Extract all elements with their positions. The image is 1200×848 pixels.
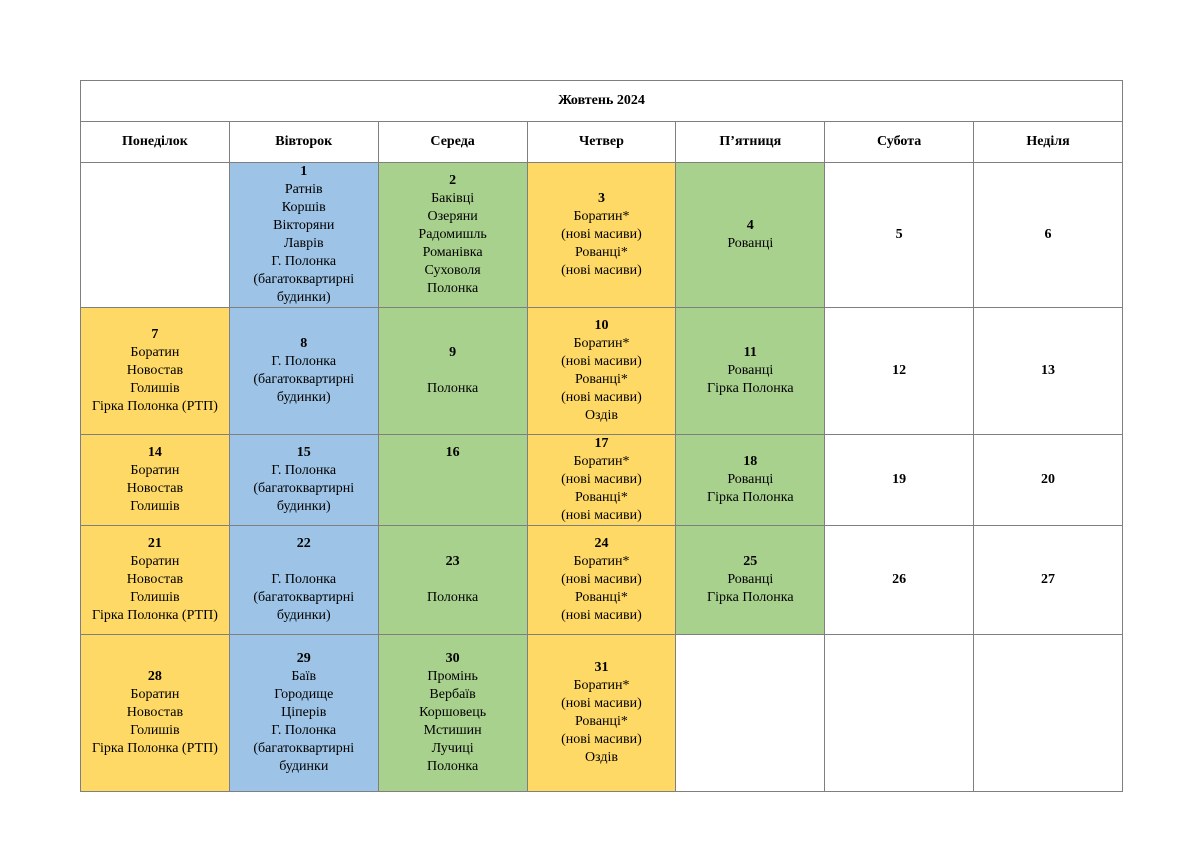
weekday-sunday: Неділя <box>974 122 1123 163</box>
village-line: (нові масиви) <box>561 696 642 711</box>
day-cell <box>527 435 676 526</box>
village-line: Баїв <box>291 669 317 684</box>
day-cell <box>378 435 527 526</box>
day-number: 26 <box>892 572 907 587</box>
village-line: Рованці <box>727 572 774 587</box>
week-row <box>81 435 1123 526</box>
day-number: 28 <box>147 669 162 684</box>
village-line: Оздів <box>584 408 618 423</box>
village-line: (нові масиви) <box>561 472 642 487</box>
day-cell <box>229 526 378 635</box>
day-number: 27 <box>1041 572 1056 587</box>
day-cell <box>81 526 230 635</box>
day-cell <box>81 308 230 435</box>
village-line <box>381 462 525 480</box>
village-line: Баківці <box>431 191 475 206</box>
day-number: 16 <box>445 445 460 460</box>
village-line: Боратин* <box>573 678 630 693</box>
village-line: Рованці <box>727 363 774 378</box>
day-number: 1 <box>300 164 308 179</box>
village-line: будинки <box>279 759 329 774</box>
village-line: Ратнів <box>284 182 323 197</box>
village-line: (багатоквартирні <box>253 741 355 756</box>
village-line: (нові масиви) <box>561 263 642 278</box>
village-line: (нові масиви) <box>561 608 642 623</box>
weekday-friday: П’ятниця <box>676 122 825 163</box>
calendar-table <box>80 80 1123 792</box>
village-line: (нові масиви) <box>561 732 642 747</box>
calendar-title: Жовтень 2024 <box>81 81 1123 122</box>
village-line: Новостав <box>126 705 184 720</box>
village-line: Г. Полонка <box>271 463 337 478</box>
weekday-tuesday: Вівторок <box>229 122 378 163</box>
week-row <box>81 308 1123 435</box>
day-cell <box>81 635 230 792</box>
day-cell <box>825 526 974 635</box>
day-cell <box>81 435 230 526</box>
day-cell <box>81 163 230 308</box>
village-line: Боратин <box>130 687 180 702</box>
day-number: 30 <box>445 651 460 666</box>
village-line: Гірка Полонка <box>707 381 794 396</box>
village-line: будинки) <box>276 290 331 305</box>
day-cell <box>527 635 676 792</box>
village-line: (нові масиви) <box>561 227 642 242</box>
week-row <box>81 163 1123 308</box>
village-line: Г. Полонка <box>271 254 337 269</box>
village-line: Г. Полонка <box>271 572 337 587</box>
village-line: Полонка <box>427 759 479 774</box>
day-cell <box>378 163 527 308</box>
day-cell <box>974 635 1123 792</box>
day-cell <box>527 526 676 635</box>
day-cell <box>229 163 378 308</box>
day-cell <box>974 526 1123 635</box>
village-line: Романівка <box>422 245 483 260</box>
day-cell <box>825 163 974 308</box>
village-line: Новостав <box>126 481 184 496</box>
village-line: Боратин* <box>573 209 630 224</box>
day-number: 13 <box>1041 363 1056 378</box>
village-line: Гірка Полонка (РТП) <box>91 608 218 623</box>
day-number: 18 <box>743 454 758 469</box>
village-line: Голишів <box>130 499 180 514</box>
village-line: Лучиці <box>431 741 474 756</box>
weekday-monday: Понеділок <box>81 122 230 163</box>
day-number: 6 <box>1044 227 1052 242</box>
day-number: 31 <box>594 660 609 675</box>
day-cell <box>527 163 676 308</box>
village-line: Мстишин <box>423 723 482 738</box>
day-cell <box>825 308 974 435</box>
village-line: Гірка Полонка (РТП) <box>91 399 218 414</box>
village-line: Гірка Полонка (РТП) <box>91 741 218 756</box>
village-line <box>381 480 525 498</box>
day-number: 2 <box>449 173 457 188</box>
day-number: 25 <box>743 554 758 569</box>
day-cell <box>825 435 974 526</box>
village-line: (нові масиви) <box>561 508 642 523</box>
village-line: Боратин <box>130 345 180 360</box>
day-number: 21 <box>147 536 162 551</box>
village-line: (багатоквартирні <box>253 481 355 496</box>
day-cell <box>527 308 676 435</box>
weekday-header-row <box>81 122 1123 163</box>
day-cell <box>676 635 825 792</box>
day-number: 5 <box>895 227 903 242</box>
village-line: будинки) <box>276 608 331 623</box>
village-line: Г. Полонка <box>271 354 337 369</box>
village-line: Полонка <box>427 281 479 296</box>
village-line: (нові масиви) <box>561 572 642 587</box>
village-line: Городище <box>274 687 334 702</box>
day-number: 24 <box>594 536 609 551</box>
village-line: Г. Полонка <box>271 723 337 738</box>
village-line: Лаврів <box>283 236 324 251</box>
village-line: Рованці* <box>574 372 628 387</box>
village-line: Полонка <box>427 381 479 396</box>
village-line: Гірка Полонка <box>707 490 794 505</box>
day-number: 10 <box>594 318 609 333</box>
village-line: Суховоля <box>424 263 481 278</box>
day-cell <box>676 435 825 526</box>
day-number: 8 <box>300 336 308 351</box>
village-line <box>381 498 525 516</box>
village-line: Полонка <box>427 590 479 605</box>
village-line: Оздів <box>584 750 618 765</box>
day-cell <box>676 526 825 635</box>
weekday-saturday: Субота <box>825 122 974 163</box>
village-line: (багатоквартирні <box>253 590 355 605</box>
week-row <box>81 526 1123 635</box>
village-line: (нові масиви) <box>561 390 642 405</box>
village-line: Рованці* <box>574 590 628 605</box>
village-line: будинки) <box>276 499 331 514</box>
village-line: Боратин* <box>573 454 630 469</box>
day-cell <box>378 526 527 635</box>
day-cell <box>229 635 378 792</box>
village-line: Озеряни <box>427 209 478 224</box>
day-number: 19 <box>892 472 907 487</box>
day-cell <box>378 635 527 792</box>
day-number: 15 <box>296 445 311 460</box>
village-line: Рованці* <box>574 245 628 260</box>
week-row <box>81 635 1123 792</box>
village-line: Боратин* <box>573 554 630 569</box>
village-line: Голишів <box>130 590 180 605</box>
day-number: 3 <box>597 191 605 206</box>
village-line: Боратин <box>130 463 180 478</box>
village-line: Боратин <box>130 554 180 569</box>
village-line: Рованці* <box>574 490 628 505</box>
day-number: 9 <box>449 345 457 360</box>
village-line: Вербаїв <box>429 687 476 702</box>
village-line: Рованці* <box>574 714 628 729</box>
village-line: (нові масиви) <box>561 354 642 369</box>
village-line: (багатоквартирні <box>253 272 355 287</box>
day-number: 22 <box>296 536 311 551</box>
village-line: Боратин* <box>573 336 630 351</box>
village-line: Коршів <box>281 200 326 215</box>
day-cell <box>229 435 378 526</box>
village-line: будинки) <box>276 390 331 405</box>
village-line: Вікторяни <box>273 218 335 233</box>
day-cell <box>676 163 825 308</box>
village-line: Новостав <box>126 363 184 378</box>
day-cell <box>974 163 1123 308</box>
weekday-thursday: Четвер <box>527 122 676 163</box>
day-number: 29 <box>296 651 311 666</box>
day-number: 17 <box>594 436 609 451</box>
day-cell <box>378 308 527 435</box>
day-cell <box>229 308 378 435</box>
day-cell <box>825 635 974 792</box>
village-line <box>232 553 376 571</box>
day-number: 7 <box>151 327 159 342</box>
village-line: Гірка Полонка <box>707 590 794 605</box>
village-line: Голишів <box>130 381 180 396</box>
village-line: Радомишль <box>418 227 487 242</box>
village-line: Коршовець <box>419 705 487 720</box>
day-number: 11 <box>743 345 757 360</box>
day-number: 4 <box>746 218 754 233</box>
village-line: Рованці <box>727 236 774 251</box>
village-line <box>381 571 525 589</box>
day-number: 12 <box>892 363 907 378</box>
village-line: (багатоквартирні <box>253 372 355 387</box>
village-line: Новостав <box>126 572 184 587</box>
day-number: 23 <box>445 554 460 569</box>
weekday-wednesday: Середа <box>378 122 527 163</box>
village-line: Рованці <box>727 472 774 487</box>
day-cell <box>974 308 1123 435</box>
village-line: Голишів <box>130 723 180 738</box>
day-number: 14 <box>147 445 162 460</box>
village-line: Ціперів <box>281 705 327 720</box>
day-cell <box>974 435 1123 526</box>
village-line: Промінь <box>427 669 478 684</box>
day-number: 20 <box>1041 472 1056 487</box>
village-line <box>381 362 525 380</box>
day-cell <box>676 308 825 435</box>
